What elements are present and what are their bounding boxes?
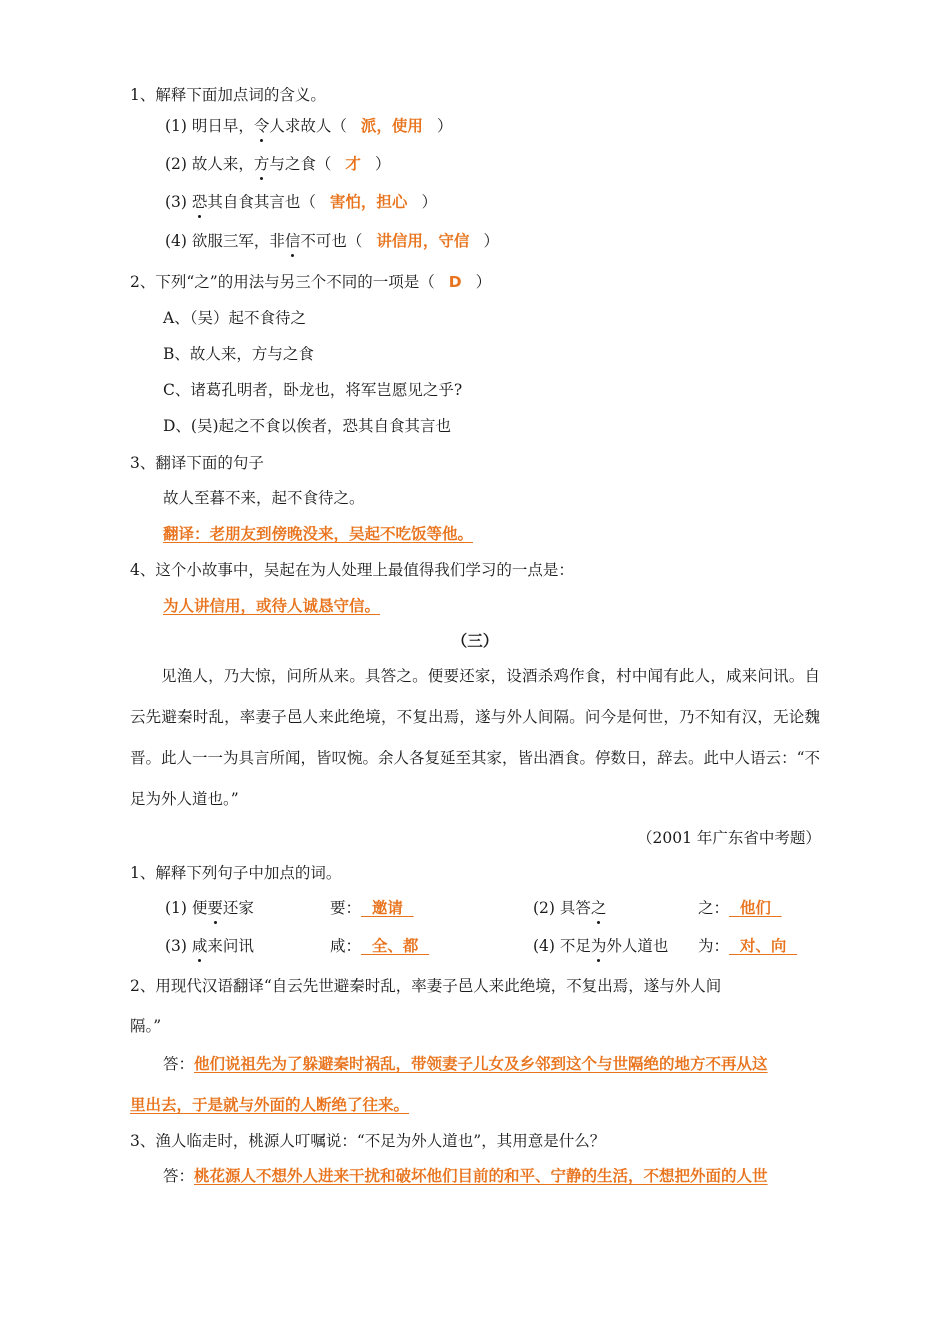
- answer-label: 答：: [163, 1055, 195, 1073]
- dotted-word: 令: [253, 117, 270, 135]
- s3-q1-answer-3: [330, 935, 429, 957]
- item-pre: (2) 故人来，: [165, 155, 254, 173]
- s3-q2-answer-line-2: 里出去，于是就与外面的人断绝了往来。: [130, 1096, 410, 1114]
- item-post: 不可也（: [300, 232, 363, 250]
- q3-sentence: 故人至暮不来，起不食待之。: [163, 489, 365, 507]
- q2-option-d: D、(吴)起之不食以俟者，恐其自食其言也: [163, 417, 452, 435]
- s3-q1-title: 1、解释下列句子中加点的词。: [130, 864, 342, 882]
- answer: 他们说祖先为了躲避秦时祸乱，带领妻子儿女及乡邻到这个与世隔绝的地方不再从这: [194, 1055, 768, 1073]
- item-pre: (3): [165, 193, 192, 211]
- q3-title: 3、翻译下面的句子: [130, 454, 264, 472]
- answer: 对、向: [739, 937, 787, 955]
- source-note: （2001 年广东省中考题）: [637, 829, 821, 847]
- answer: 讲信用，守信: [376, 232, 470, 250]
- gloss-word: 咸：: [330, 937, 362, 955]
- s3-q1-item-1: [165, 897, 254, 919]
- q1-item-4: [165, 230, 499, 252]
- s3-q1-answer-4: [698, 935, 797, 957]
- item-post: 外人道也: [606, 937, 669, 955]
- item-pre: (1) 明日早，: [165, 117, 254, 135]
- dotted-word: 要: [207, 899, 223, 917]
- item-pre: (3): [165, 937, 192, 955]
- passage: 见渔人，乃大惊，问所从来。具答之。便要还家，设酒杀鸡作食，村中闻有此人，咸来问讯。自云先避秦时乱，率妻子邑人来此绝境，不复出焉，遂与外人间隔。问今是何世，乃不知有汉，无论魏晋。此人一一为具言所闻，皆叹惋。余人各复延至其家，皆出酒食。停数日，辞去。此中人语云：“不足为外人道也。”: [130, 667, 820, 808]
- s3-q2-answer-line-1: [163, 1053, 768, 1075]
- q2-option-a: A、（吴）起不食待之: [163, 309, 306, 327]
- gloss-word: 为：: [698, 937, 730, 955]
- answer: 他们: [739, 899, 771, 917]
- s3-q1-item-3: [165, 935, 254, 957]
- s3-q2-title-line-1: 2、用现代汉语翻译“自云先世避秦时乱，率妻子邑人来此绝境，不复出焉，遂与外人间: [130, 977, 722, 995]
- dotted-word: 之: [590, 899, 607, 917]
- item-pre: (4) 不足: [533, 937, 591, 955]
- answer: 桃花源人不想外人进来干扰和破坏他们目前的和平、宁静的生活，不想把外面的人世: [194, 1167, 768, 1185]
- q1-item-1: [165, 115, 452, 137]
- s3-q2-title-line-2: 隔。”: [130, 1017, 162, 1035]
- item-post: 其自食其言也（: [207, 193, 316, 211]
- gloss-word: 之：: [698, 899, 730, 917]
- item-post: 人求故人（: [269, 117, 347, 135]
- answer-label: 答：: [163, 1167, 195, 1185]
- s3-q1-answer-2: [698, 897, 782, 919]
- answer: 邀请: [371, 899, 403, 917]
- q3-answer: 翻译：老朋友到傍晚没来，吴起不吃饭等他。: [163, 525, 474, 543]
- answer: 派，使用: [360, 117, 423, 135]
- item-post: 还家: [222, 899, 254, 917]
- q1-item-2: [165, 153, 390, 175]
- item-pre: (2) 具答: [533, 899, 591, 917]
- q2-close: ）: [475, 273, 492, 291]
- dotted-word: 方: [253, 155, 270, 173]
- answer: D: [448, 273, 462, 291]
- item-pre: (1) 便: [165, 899, 208, 917]
- q4-answer: 为人讲信用，或待人诚恳守信。: [163, 597, 381, 615]
- item-close: ）: [421, 193, 437, 211]
- answer: 害怕，担心: [329, 193, 408, 211]
- s3-q3-answer-line-1: [163, 1165, 768, 1187]
- q1-title: 1、解释下面加点词的含义。: [130, 86, 326, 104]
- answer: 才: [345, 155, 361, 173]
- s3-q3-title: 3、渔人临走时，桃源人叮嘱说：“不足为外人道也”，其用意是什么？: [130, 1132, 606, 1150]
- gloss-word: 要：: [330, 899, 362, 917]
- answer: 全、都: [371, 937, 419, 955]
- q4-title: 4、这个小故事中，吴起在为人处理上最值得我们学习的一点是：: [130, 561, 574, 579]
- q2-option-c: C、诸葛孔明者，卧龙也，将军岂愿见之乎?: [163, 381, 463, 399]
- dotted-word: 咸: [191, 937, 208, 955]
- item-post: 与之食（: [269, 155, 332, 173]
- dotted-word: 恐: [191, 193, 208, 211]
- q1-item-3: [165, 191, 437, 213]
- section-heading: （三）: [451, 631, 499, 650]
- item-post: 来问讯: [207, 937, 254, 955]
- item-close: ）: [483, 232, 499, 250]
- dotted-word: 信: [284, 232, 301, 250]
- s3-q1-item-4: [533, 935, 668, 957]
- q2-title-text: 2、下列“之”的用法与另三个不同的一项是（: [130, 273, 435, 291]
- s3-q1-item-2: [533, 897, 606, 919]
- q2-option-b: B、故人来，方与之食: [163, 345, 314, 363]
- item-close: ）: [374, 155, 391, 173]
- q2-title: [130, 271, 491, 293]
- dotted-word: 为: [590, 937, 607, 955]
- item-pre: (4) 欲服三军，非: [165, 232, 285, 250]
- item-close: ）: [436, 117, 453, 135]
- s3-q1-answer-1: [330, 897, 414, 919]
